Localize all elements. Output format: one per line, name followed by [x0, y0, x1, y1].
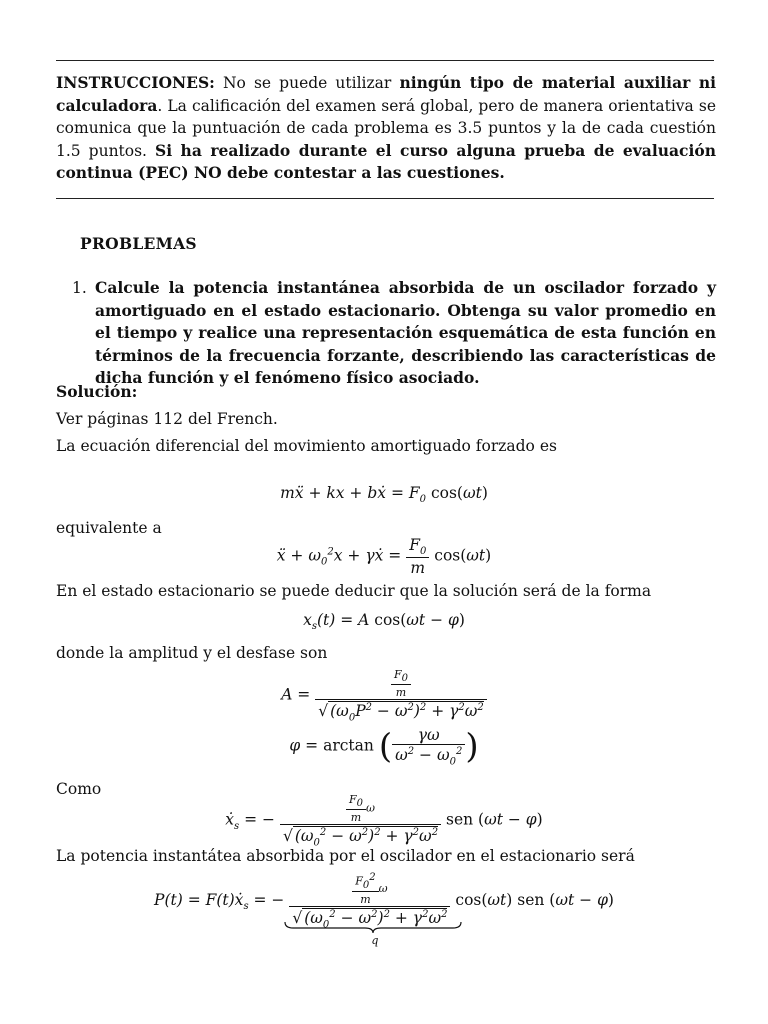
paragraph-power: La potencia instantátea absorbida por el oscilador en el estacionario será	[56, 847, 635, 865]
paragraph-equivalent: equivalente a	[56, 519, 162, 537]
solution-reference: Ver páginas 112 del French.	[56, 410, 278, 428]
equation-6: ẋ$_s$ = − $\frac{F_0}{m}$ ω √ $(\omega_0^2 - \omega^2)^2 + \gamma^2\omega^2$ sen (ωt − φ)	[225, 793, 543, 849]
equation-2: ẍ + $\omega_0^2x$ + γẋ = $\frac{F_0}{m}$ cos(ωt)	[276, 536, 492, 578]
bottom-rule	[56, 198, 714, 199]
instructions-paragraph	[56, 72, 716, 185]
problem-statement: Calcule la potencia instantánea absorbida de un oscilador forzado y amortiguado en el estado estacionario. Obtenga su valor promedio en el tiempo y realice una representación esquemática de esta función en términos de la frecuencia forzante, describiendo las características de dicha función y el fenómeno físico asociado.	[95, 278, 716, 387]
instructions-bold-2: Si ha realizado durante el curso alguna prueba de evaluación continua (PEC) NO debe contestar a las cuestiones.	[56, 140, 716, 182]
top-rule	[56, 60, 714, 61]
equation-1: mẍ + kx + bẋ = $F_0$ cos(ωt)	[280, 484, 488, 506]
instructions-text-1: No se puede utilizar	[214, 74, 400, 92]
equation-7: P(t) = F(t)ẋ$_s$ = − $\frac{F_0^2}{m}$ ω √ $(\omega_0^2 - \omega^2)^2 + \gamma^2\omega^2$ q cos(ωt) sen (ωt − φ)	[154, 872, 614, 947]
underbrace-label: q	[371, 934, 379, 947]
instructions-label: INSTRUCCIONES:	[56, 73, 215, 92]
paragraph-diffeq: La ecuación diferencial del movimiento amortiguado forzado es	[56, 437, 557, 455]
underbrace-mark	[283, 920, 463, 934]
instructions-bold-1: ningún tipo de material auxiliar ni calculadora	[56, 73, 717, 115]
equation-3: $x_s(t) = A$ cos(ωt − φ)	[303, 611, 465, 633]
equation-4: A = $\frac{\frac{F_0}{m}}{√ (\omega_0P^2 - \omega^2)^2 + \gamma^2\omega^2}$	[0, 668, 768, 723]
equation-5: φ = arctan ( $\frac{\gamma\omega}{\omega^2 - \omega_0^2}$ )	[289, 726, 479, 768]
problem-item	[70, 277, 716, 390]
solution-label: Solución:	[56, 382, 138, 401]
paragraph-como: Como	[56, 780, 102, 798]
section-title: PROBLEMAS	[80, 234, 197, 253]
paragraph-amplitude: donde la amplitud y el desfase son	[56, 644, 328, 662]
problem-number: 1.	[72, 279, 87, 297]
paragraph-steady-state: En el estado estacionario se puede deducir que la solución será de la forma	[56, 582, 652, 600]
instructions-text-2: . La calificación del examen será global, pero de manera orientativa se comunica que la puntuación de cada problema es 3.5 puntos y la de cada cuestión 1.5 puntos.	[56, 96, 716, 160]
